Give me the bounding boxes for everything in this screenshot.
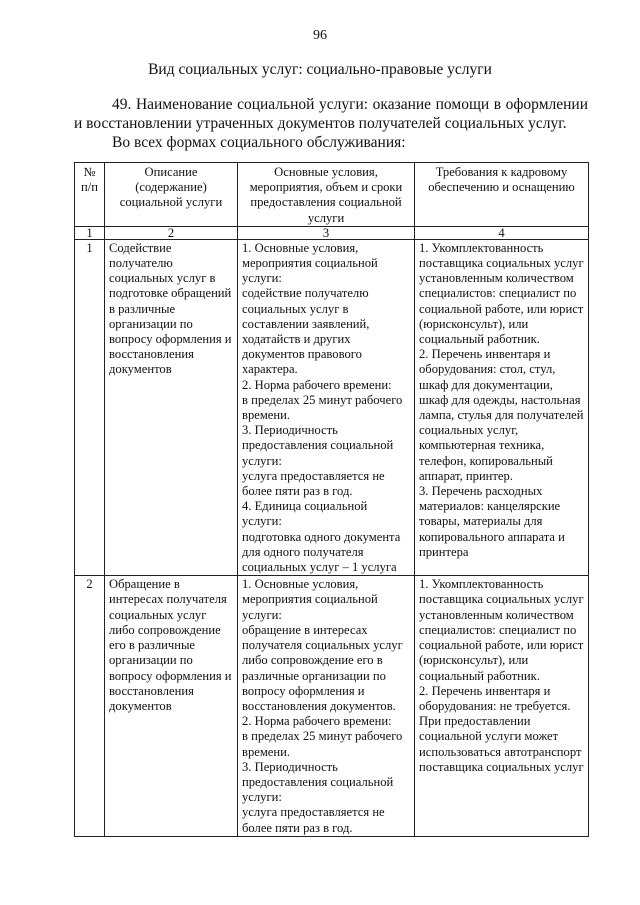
condition-line: в пределах 25 минут рабочего времени. <box>242 392 403 423</box>
condition-line: услуга предоставляется не более пяти раз в год. <box>242 805 385 835</box>
requirement-line: 1. Укомплектованность поставщика социальных услуг установленным количеством специалистов: специалист по социальной работе, или юрист (юрисконсульт), или социальный работник. <box>419 240 584 347</box>
header-requirements: Требования к кадровому обеспечению и оснащению <box>415 163 589 227</box>
condition-line: 1. Основные условия, мероприятия социальной услуги: <box>242 577 378 622</box>
requirement-line: 2. Перечень инвентаря и оборудования: не требуется. При предоставлении социальной услуги может использоваться автотранспорт поставщика социальных услуг <box>419 683 584 774</box>
condition-line: 2. Норма рабочего времени: <box>242 714 392 729</box>
condition-line: обращение в интересах получателя социальных услуг либо сопровождение его в различные организации по вопросу оформления и восстановления документов. <box>242 622 403 713</box>
page-number: 96 <box>313 28 327 43</box>
condition-line: услуга предоставляется не более пяти раз в год. <box>242 468 385 499</box>
condition-line: в пределах 25 минут рабочего времени. <box>242 729 403 759</box>
requirement-line: 1. Укомплектованность поставщика социальных услуг установленным количеством специалистов: специалист по социальной работе, или юрист (юрисконсульт), или социальный работник. <box>419 577 584 683</box>
table-row <box>75 576 589 836</box>
row-requirements <box>415 239 589 575</box>
row-description: Содействие получателю социальных услуг в подготовке обращений в различные организации по вопросу оформления и восстановления документов <box>105 239 238 575</box>
condition-line: подготовка одного документа для одного получателя социальных услуг – 1 услуга <box>242 529 401 575</box>
row-conditions <box>238 576 415 836</box>
column-number: 3 <box>238 226 415 239</box>
condition-line: 4. Единица социальной услуги: <box>242 499 368 529</box>
header-description: Описание (содержание) социальной услуги <box>105 163 238 227</box>
table-header-row <box>75 163 589 227</box>
services-table <box>74 162 589 837</box>
requirement-line: 2. Перечень инвентаря и оборудования: стол, стул, шкаф для документации, шкаф для одежды, настольная лампа, стулья для получателей социальных услуг, компьютерная техника, телефон, копировальный аппарат, принтер. <box>419 347 584 483</box>
row-number: 2 <box>75 576 105 836</box>
row-requirements <box>415 576 589 836</box>
table-row <box>75 239 589 575</box>
row-description: Обращение в интересах получателя социальных услуг либо сопровождение его в различные организации по вопросу оформления и восстановления документов <box>105 576 238 836</box>
condition-line: 1. Основные условия, мероприятия социальной услуги: <box>242 240 378 286</box>
condition-line: содействие получателю социальных услуг в составлении заявлений, ходатайств и других документов правового характера. <box>242 286 370 377</box>
column-number: 1 <box>75 226 105 239</box>
condition-line: 3. Периодичность предоставления социальной услуги: <box>242 759 394 805</box>
row-number: 1 <box>75 239 105 575</box>
row-conditions <box>238 239 415 575</box>
requirement-line: 3. Перечень расходных материалов: канцелярские товары, материалы для копировального аппарата и принтера <box>419 484 565 559</box>
service-name-paragraph: 49. Наименование социальной услуги: оказание помощи в оформлении и восстановлении утраченных документов получателей социальных услуг. <box>74 96 588 132</box>
column-number: 2 <box>105 226 238 239</box>
column-number-row <box>75 226 589 239</box>
section-heading: Вид социальных услуг: социально-правовые услуги <box>148 61 492 78</box>
header-conditions: Основные условия, мероприятия, объем и сроки предоставления социальной услуги <box>238 163 415 227</box>
condition-line: 3. Периодичность предоставления социальной услуги: <box>242 423 394 468</box>
header-number: № п/п <box>75 163 105 227</box>
column-number: 4 <box>415 226 589 239</box>
service-forms-paragraph: Во всех формах социального обслуживания: <box>112 134 406 151</box>
condition-line: 2. Норма рабочего времени: <box>242 377 392 392</box>
